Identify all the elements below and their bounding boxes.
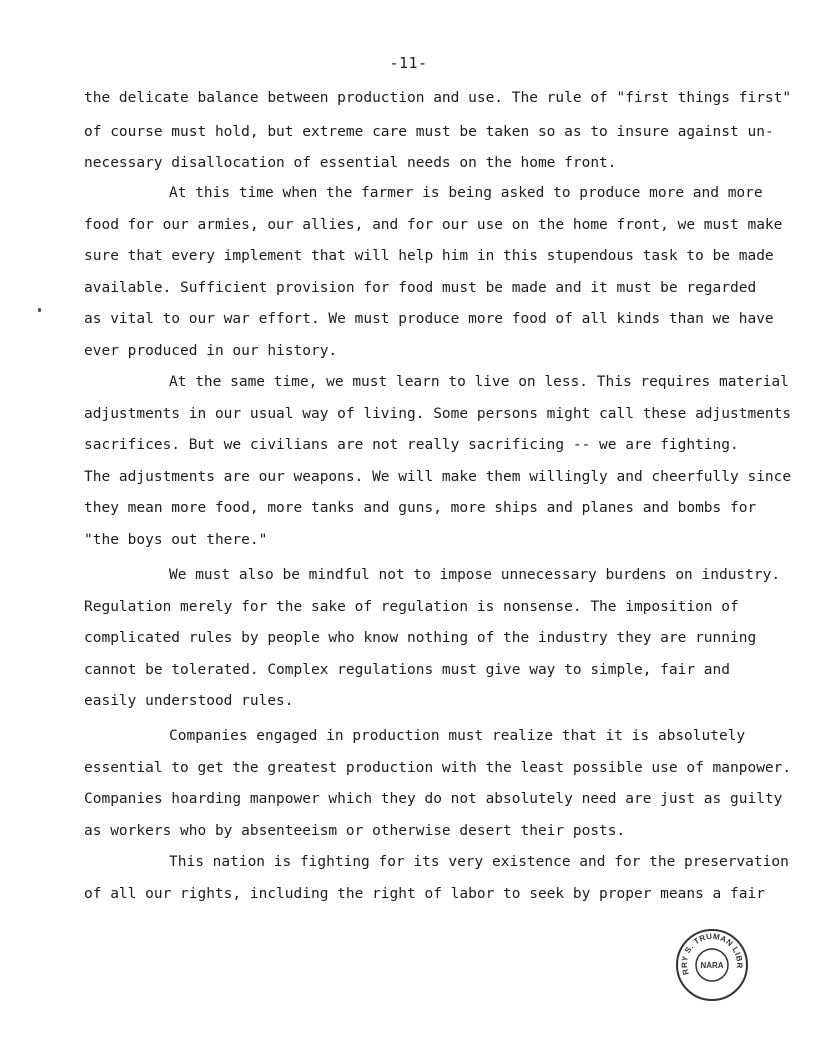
text-line: This nation is fighting for its very existence and for the preservation	[169, 854, 789, 870]
text-line: At this time when the farmer is being asked to produce more and more	[169, 185, 763, 201]
stamp-arc-text: RRY S. TRUMAN LIBR	[679, 931, 745, 976]
text-line: they mean more food, more tanks and guns, more ships and planes and bombs for	[84, 500, 757, 516]
text-line: We must also be mindful not to impose unnecessary burdens on industry.	[169, 567, 781, 583]
text-line: essential to get the greatest production with the least possible use of manpower.	[84, 760, 792, 776]
text-line: adjustments in our usual way of living. Some persons might call these adjustments	[84, 406, 792, 422]
text-line: food for our armies, our allies, and for our use on the home front, we must make	[84, 217, 783, 233]
text-line: of course must hold, but extreme care must be taken so as to insure against un-	[84, 124, 774, 140]
text-line: necessary disallocation of essential needs on the home front.	[84, 155, 617, 171]
text-line: available. Sufficient provision for food must be made and it must be regarded	[84, 280, 757, 296]
library-stamp	[674, 927, 750, 1003]
stray-mark	[38, 308, 41, 312]
text-line: the delicate balance between production and use. The rule of "first things first"	[84, 90, 792, 106]
text-line: sacrifices. But we civilians are not really sacrificing -- we are fighting.	[84, 437, 739, 453]
page-number: -11-	[389, 54, 428, 72]
text-line: Regulation merely for the sake of regulation is nonsense. The imposition of	[84, 599, 739, 615]
seal-icon	[674, 927, 750, 1003]
text-line: as workers who by absenteeism or otherwise desert their posts.	[84, 823, 626, 839]
text-line: as vital to our war effort. We must produce more food of all kinds than we have	[84, 311, 774, 327]
text-line: The adjustments are our weapons. We will make them willingly and cheerfully since	[84, 469, 792, 485]
text-line: Companies hoarding manpower which they do not absolutely need are just as guilty	[84, 791, 783, 807]
text-line: At the same time, we must learn to live on less. This requires material	[169, 374, 789, 390]
text-line: Companies engaged in production must realize that it is absolutely	[169, 728, 746, 744]
text-line: ever produced in our history.	[84, 343, 338, 359]
text-line: easily understood rules.	[84, 693, 294, 709]
text-line: of all our rights, including the right of labor to seek by proper means a fair	[84, 886, 765, 902]
stamp-center-text: NARA	[700, 961, 724, 970]
text-line: "the boys out there."	[84, 532, 268, 548]
text-line: sure that every implement that will help him in this stupendous task to be made	[84, 248, 774, 264]
text-line: complicated rules by people who know nothing of the industry they are running	[84, 630, 757, 646]
text-line: cannot be tolerated. Complex regulations must give way to simple, fair and	[84, 662, 731, 678]
